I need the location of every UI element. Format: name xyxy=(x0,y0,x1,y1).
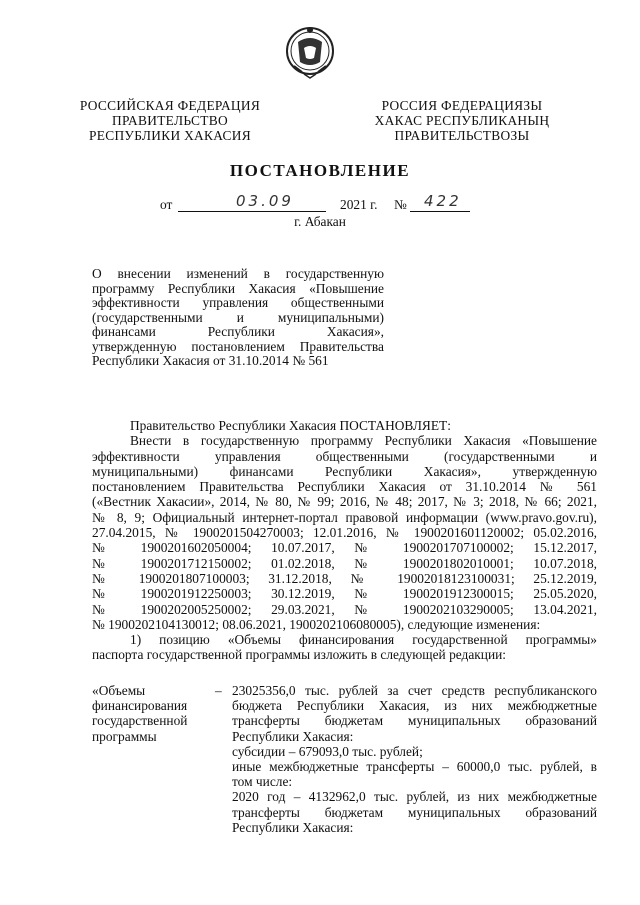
value-line: трансферты бюджетам муниципальных образований xyxy=(232,713,597,729)
body-line: постановлением Правительства Республики Хакасия от 31.10.2014 № 561 xyxy=(92,479,597,495)
subject-line: Республики Хакасия от 31.10.2014 № 561 xyxy=(92,353,329,368)
body-line: № 1900202005250002; 29.03.2021, № 1900202103290005; 13.04.2021, xyxy=(92,601,597,617)
body-line: № 1900201807100003; 31.12.2018, № 19002018123100031; 25.12.2019, xyxy=(92,570,597,586)
body-line: № 1900201712150002; 01.02.2018, № 1900201802010001; 10.07.2018, xyxy=(92,555,597,571)
document-title: ПОСТАНОВЛЕНИЕ xyxy=(229,161,411,180)
date-handwritten: 03.09 xyxy=(236,192,294,210)
label-line: «Объемы xyxy=(92,683,146,698)
header-right-line: РОССИЯ ФЕДЕРАЦИЯЗЫ xyxy=(381,98,543,113)
body-line: № 8, 9; Официальный интернет-портал правовой информации (www.pravo.gov.ru), xyxy=(92,509,597,525)
year-2020-line: 2020 год – 4132962,0 тыс. рублей, из них межбюджетные xyxy=(232,789,597,805)
subsidies-line: субсидии – 679093,0 тыс. рублей; xyxy=(232,743,423,759)
body-line: муниципальными) финансами Республики Хакасия», утвержденную xyxy=(92,463,597,479)
financing-values xyxy=(232,683,597,835)
from-label: от xyxy=(160,197,173,212)
body-line: эффективности управления общественными (государственными и xyxy=(92,448,597,464)
header-left-line: РОССИЙСКАЯ ФЕДЕРАЦИЯ xyxy=(79,98,261,113)
subject-line: программу Республики Хакасия «Повышение xyxy=(92,280,384,296)
header-left-line: ПРАВИТЕЛЬСТВО xyxy=(112,113,228,128)
number-handwritten: 422 xyxy=(424,192,462,210)
header-right-line: ПРАВИТЕЛЬСТВОЗЫ xyxy=(394,128,530,143)
body-line: № 1900201912250003; 30.12.2019, № 1900201912300015; 25.05.2020, xyxy=(92,586,597,602)
intro-line: Правительство Республики Хакасия ПОСТАНОВЛЯЕТ: xyxy=(130,418,451,433)
value-line: бюджета Республики Хакасия, из них межбюджетные xyxy=(232,698,597,714)
value-line: 23025356,0 тыс. рублей за счет средств республиканского xyxy=(232,683,597,698)
city-label: г. Абакан xyxy=(294,214,346,229)
label-line: финансирования xyxy=(92,698,188,714)
body-line: 27.04.2015, № 1900201504270003; 12.01.2016, № 1900201601120002; 05.02.2016, xyxy=(92,525,597,541)
financing-label xyxy=(92,683,217,744)
dash-separator: – xyxy=(215,683,222,698)
point1-line: паспорта государственной программы изложить в следующей редакции: xyxy=(92,647,507,663)
year-label: 2021 г. xyxy=(340,197,378,212)
subject-line: финансами Республики Хакасия», xyxy=(92,324,384,339)
header-right-line: ХАКАС РЕСПУБЛИКАНЫҢ xyxy=(374,113,550,128)
header-left-line: РЕСПУБЛИКИ ХАКАСИЯ xyxy=(89,128,251,143)
resolution-body xyxy=(92,418,597,663)
subject-line: (государственными и муниципальными) xyxy=(92,309,384,325)
header-right xyxy=(362,98,562,143)
year-2020-line: трансферты бюджетам муниципальных образований xyxy=(232,804,597,820)
body-line: № 1900202104130012; 08.06.2021, 1900202106080005), следующие изменения: xyxy=(92,616,541,632)
other-transfers-line: том числе: xyxy=(232,774,293,790)
subject-line: О внесении изменений в государственную xyxy=(92,266,384,281)
subject-line: утвержденную постановлением Правительства xyxy=(92,338,384,354)
body-line: Внести в государственную программу Республики Хакасия «Повышение xyxy=(130,433,597,449)
label-line: программы xyxy=(92,728,157,744)
coat-of-arms-icon xyxy=(284,22,336,80)
subject-block xyxy=(92,267,384,369)
year-2020-line: Республики Хакасия: xyxy=(232,819,354,835)
other-transfers-line: иные межбюджетные трансферты – 60000,0 тыс. рублей, в xyxy=(232,759,597,775)
point1-line: 1) позицию «Объемы финансирования государственной программы» xyxy=(130,632,597,648)
subject-line: эффективности управления общественными xyxy=(92,295,384,310)
label-line: государственной xyxy=(92,713,188,729)
body-line: («Вестник Хакасии», 2014, № 80, № 99; 2016, № 48; 2017, № 3; 2018, № 66; 2021, xyxy=(92,494,597,510)
header-left xyxy=(70,98,270,143)
value-line: Республики Хакасия: xyxy=(232,728,354,744)
number-label: № xyxy=(394,197,407,212)
body-line: № 1900201602050004; 10.07.2017, № 1900201707100002; 15.12.2017, xyxy=(92,540,597,556)
